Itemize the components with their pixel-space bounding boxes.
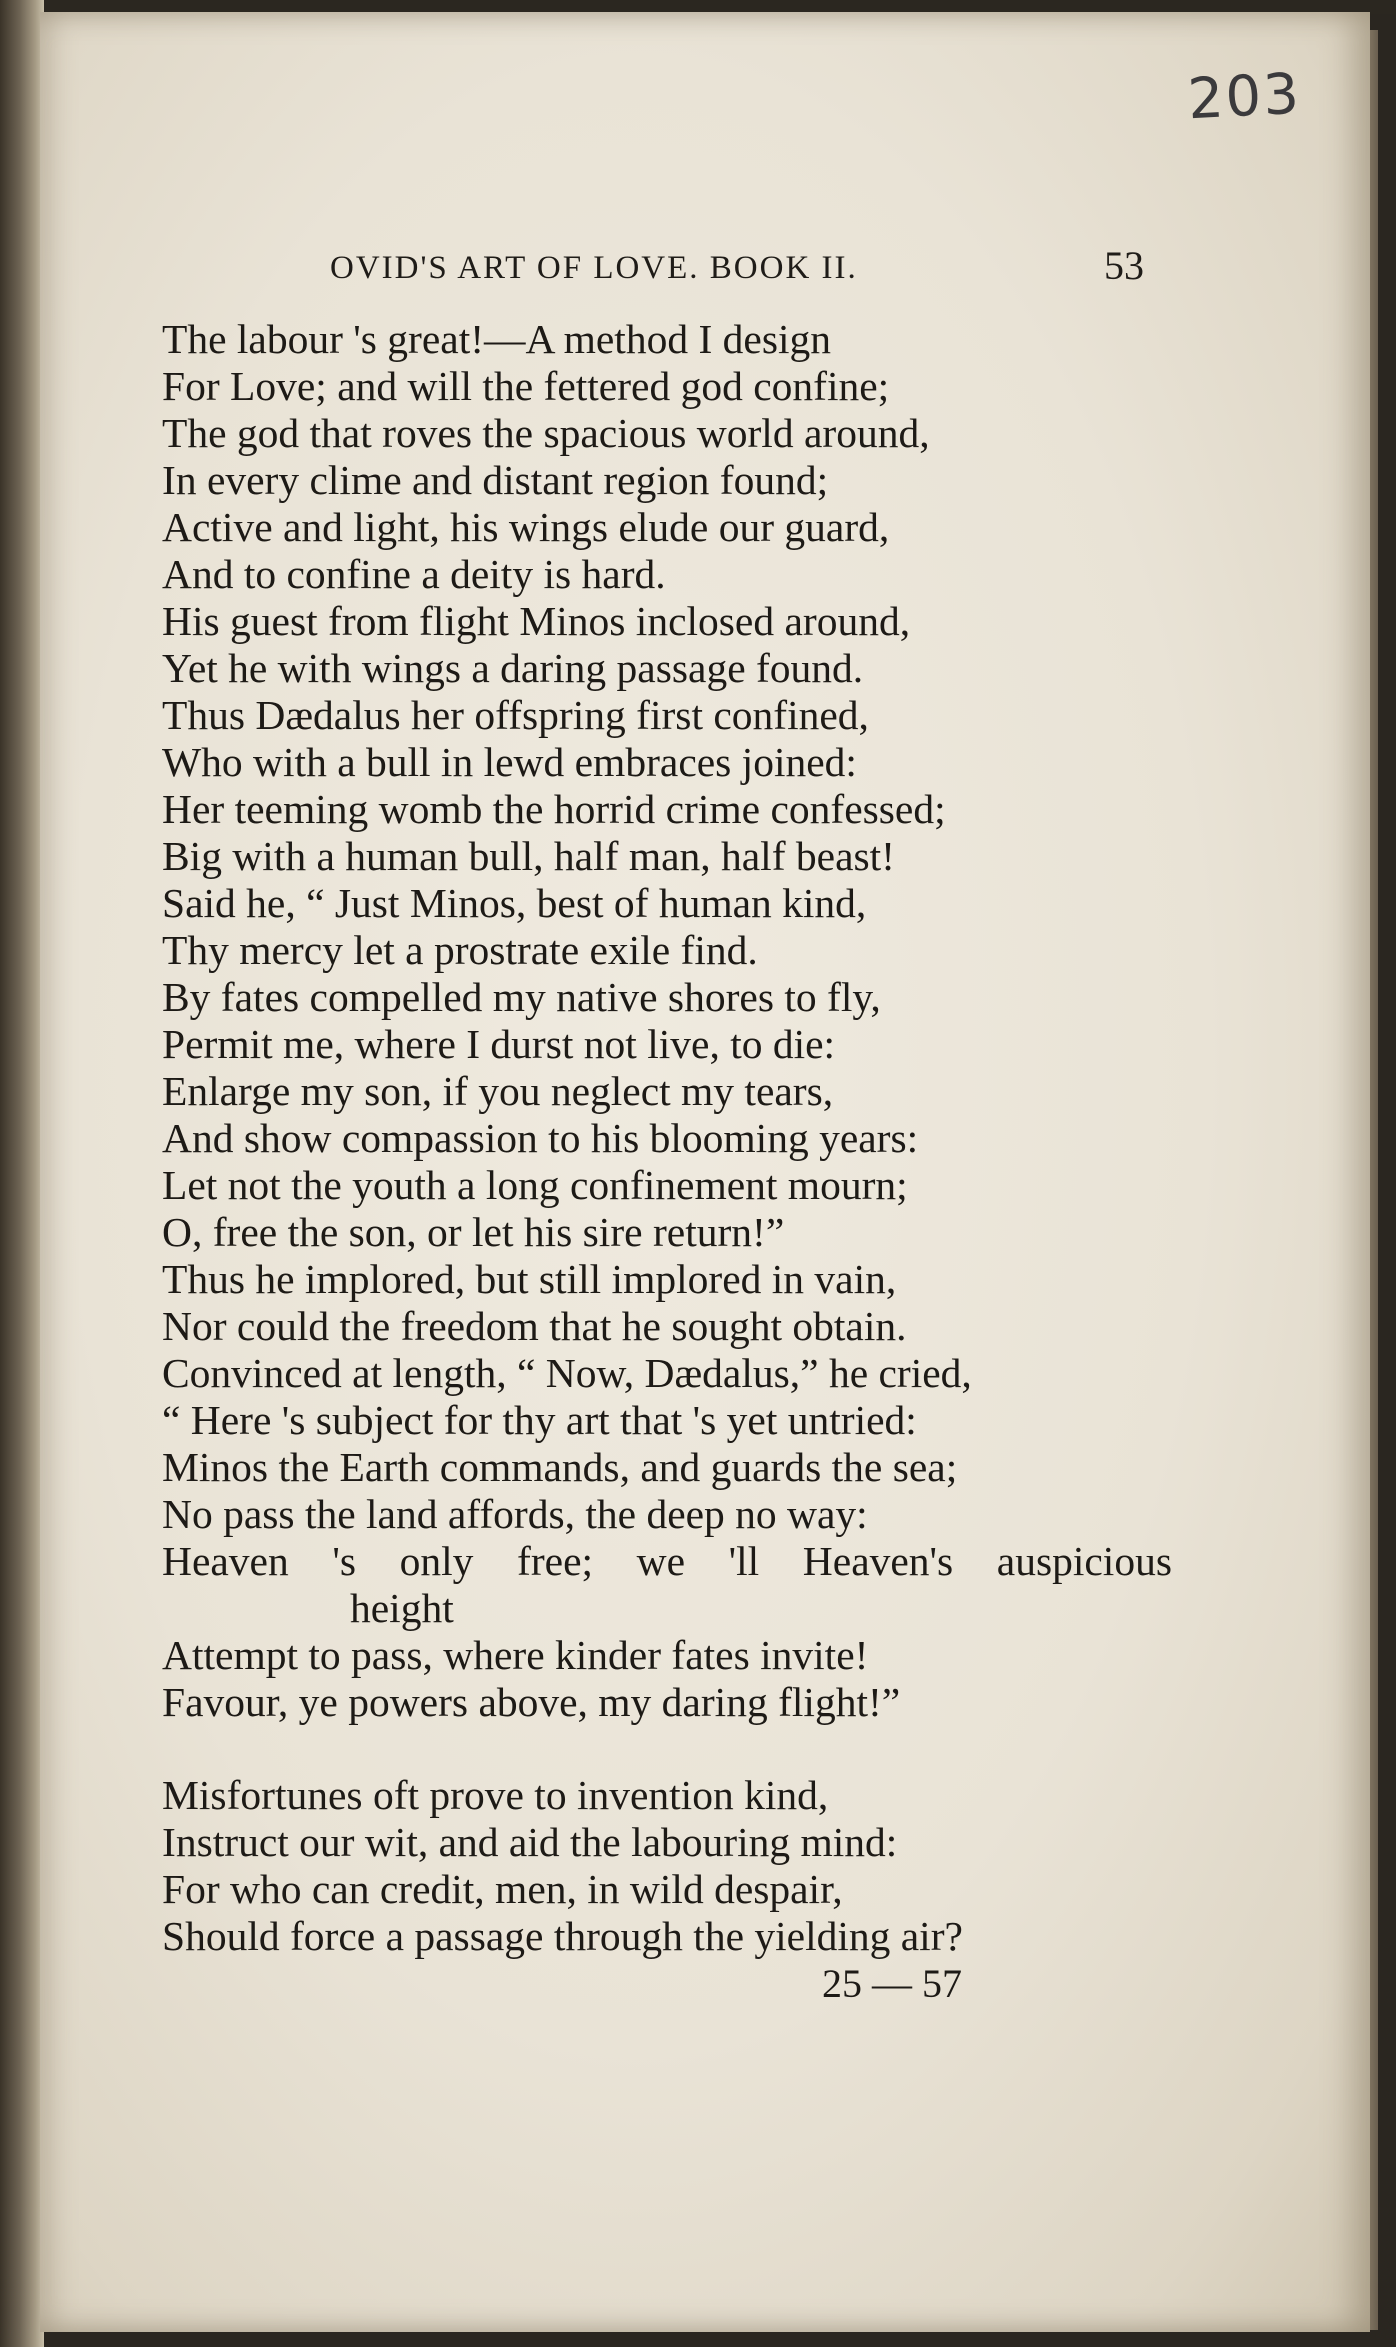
poem-line: Favour, ye powers above, my daring flight!”	[162, 1679, 901, 1725]
poem-line: Thus he implored, but still implored in vain,	[162, 1256, 897, 1302]
poem-text	[162, 316, 1172, 1960]
poem-line: Misfortunes oft prove to invention kind,	[162, 1772, 829, 1818]
poem-line: height	[350, 1585, 454, 1631]
poem-line: No pass the land affords, the deep no way:	[162, 1491, 868, 1537]
scan-edge-left	[0, 0, 44, 2347]
poem-line: Yet he with wings a daring passage found.	[162, 645, 864, 691]
poem-line: For Love; and will the fettered god confine;	[162, 363, 890, 409]
poem-line: And show compassion to his blooming years:	[162, 1115, 919, 1161]
page-number: 53	[1104, 243, 1144, 288]
poem-line: By fates compelled my native shores to fly,	[162, 974, 881, 1020]
poem-line: The labour 's great!—A method I design	[162, 316, 832, 362]
running-head: OVID'S ART OF LOVE. BOOK II.	[330, 250, 858, 286]
handwritten-page-number: 203	[1186, 61, 1303, 133]
poem-line: Nor could the freedom that he sought obtain.	[162, 1303, 907, 1349]
poem-line: And to confine a deity is hard.	[162, 551, 666, 597]
poem-line: Said he, “ Just Minos, best of human kind,	[162, 880, 867, 926]
poem-line: Her teeming womb the horrid crime confessed;	[162, 786, 946, 832]
poem-line: His guest from flight Minos inclosed around,	[162, 598, 911, 644]
poem-line: Attempt to pass, where kinder fates invite!	[162, 1632, 869, 1678]
poem-line: Enlarge my son, if you neglect my tears,	[162, 1068, 834, 1114]
poem-line: O, free the son, or let his sire return!”	[162, 1209, 785, 1255]
poem-line: In every clime and distant region found;	[162, 457, 829, 503]
poem-line: Big with a human bull, half man, half beast!	[162, 833, 895, 879]
poem-line: Who with a bull in lewd embraces joined:	[162, 739, 857, 785]
poem-line: For who can credit, men, in wild despair,	[162, 1866, 843, 1912]
poem-line: The god that roves the spacious world around,	[162, 410, 930, 456]
stanza-gap	[162, 1726, 1172, 1772]
poem-line: Active and light, his wings elude our guard,	[162, 504, 890, 550]
poem-line: Minos the Earth commands, and guards the sea;	[162, 1444, 958, 1490]
poem-line: “ Here 's subject for thy art that 's yet untried:	[162, 1397, 917, 1443]
poem-line: Heaven 's only free; we 'll Heaven's auspicious	[162, 1538, 1172, 1584]
poem-line: Instruct our wit, and aid the labouring mind:	[162, 1819, 898, 1865]
poem-line: Thus Dædalus her offspring first confined,	[162, 692, 869, 738]
poem-line: Permit me, where I durst not live, to die:	[162, 1021, 836, 1067]
poem-line: Convinced at length, “ Now, Dædalus,” he cried,	[162, 1350, 972, 1396]
line-range: 25 — 57	[822, 1961, 962, 2006]
poem-line: Let not the youth a long confinement mourn;	[162, 1162, 908, 1208]
poem-line: Thy mercy let a prostrate exile find.	[162, 927, 758, 973]
poem-line: Should force a passage through the yielding air?	[162, 1913, 963, 1959]
